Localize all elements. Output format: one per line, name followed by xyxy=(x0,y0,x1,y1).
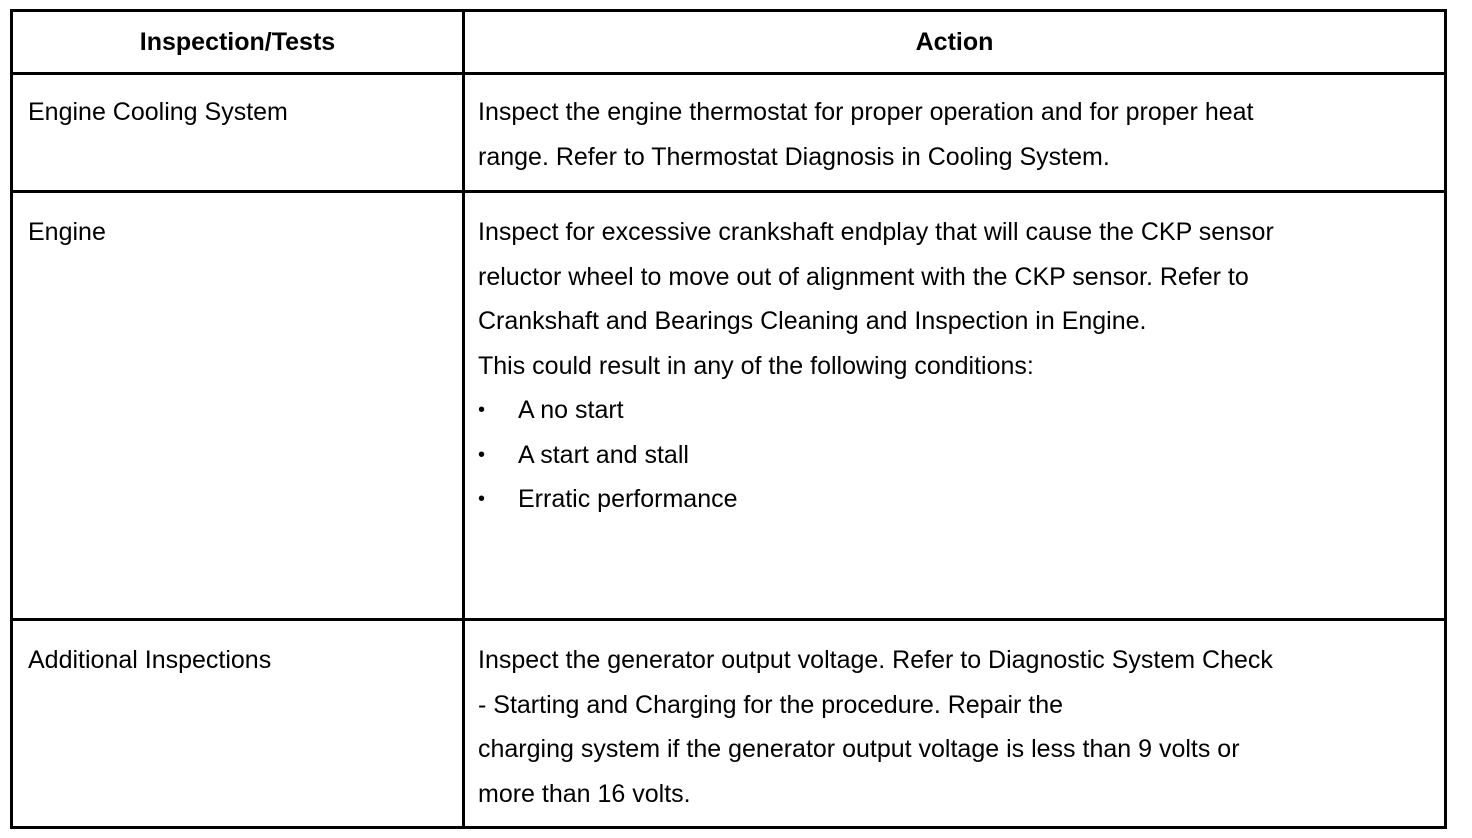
bullet-icon: • xyxy=(478,488,486,510)
inspection-additional-inspections: Additional Inspections xyxy=(28,646,272,674)
action-engine-cooling-system xyxy=(478,90,1254,179)
row-divider xyxy=(13,190,1444,193)
action-additional-inspections xyxy=(478,638,1273,816)
action-line: more than 16 volts. xyxy=(478,779,691,808)
row-divider xyxy=(13,618,1444,621)
action-line: Inspect the generator output voltage. Refer to Diagnostic System Check xyxy=(478,646,1273,674)
bullet-icon: • xyxy=(478,399,486,421)
header-divider xyxy=(13,72,1444,75)
action-line: Inspect the engine thermostat for proper operation and for proper heat xyxy=(478,98,1254,126)
action-engine xyxy=(478,210,1274,522)
column-divider xyxy=(462,12,465,826)
bullet-item xyxy=(478,477,1274,522)
bullet-text: A start and stall xyxy=(518,440,689,469)
header-action: Action xyxy=(915,28,994,56)
bullet-text: Erratic performance xyxy=(518,485,738,513)
header-inspection-tests: Inspection/Tests xyxy=(139,28,336,56)
inspection-table xyxy=(10,9,1447,829)
action-line: Crankshaft and Bearings Cleaning and Inspection in Engine. xyxy=(478,307,1147,335)
action-line: - Starting and Charging for the procedure. Repair the xyxy=(478,690,1064,719)
bullet-item xyxy=(478,388,1274,433)
inspection-engine-cooling-system: Engine Cooling System xyxy=(28,98,288,126)
action-line: range. Refer to Thermostat Diagnosis in Cooling System. xyxy=(478,142,1110,171)
bullet-text: A no start xyxy=(518,396,624,424)
action-line: Inspect for excessive crankshaft endplay that will cause the CKP sensor xyxy=(478,218,1274,246)
bullet-icon: • xyxy=(478,443,486,466)
action-line: reluctor wheel to move out of alignment with the CKP sensor. Refer to xyxy=(478,262,1249,291)
action-line: This could result in any of the following conditions: xyxy=(478,351,1034,380)
bullet-item xyxy=(478,433,1274,478)
inspection-engine: Engine xyxy=(28,218,106,246)
action-line: charging system if the generator output voltage is less than 9 volts or xyxy=(478,735,1240,763)
